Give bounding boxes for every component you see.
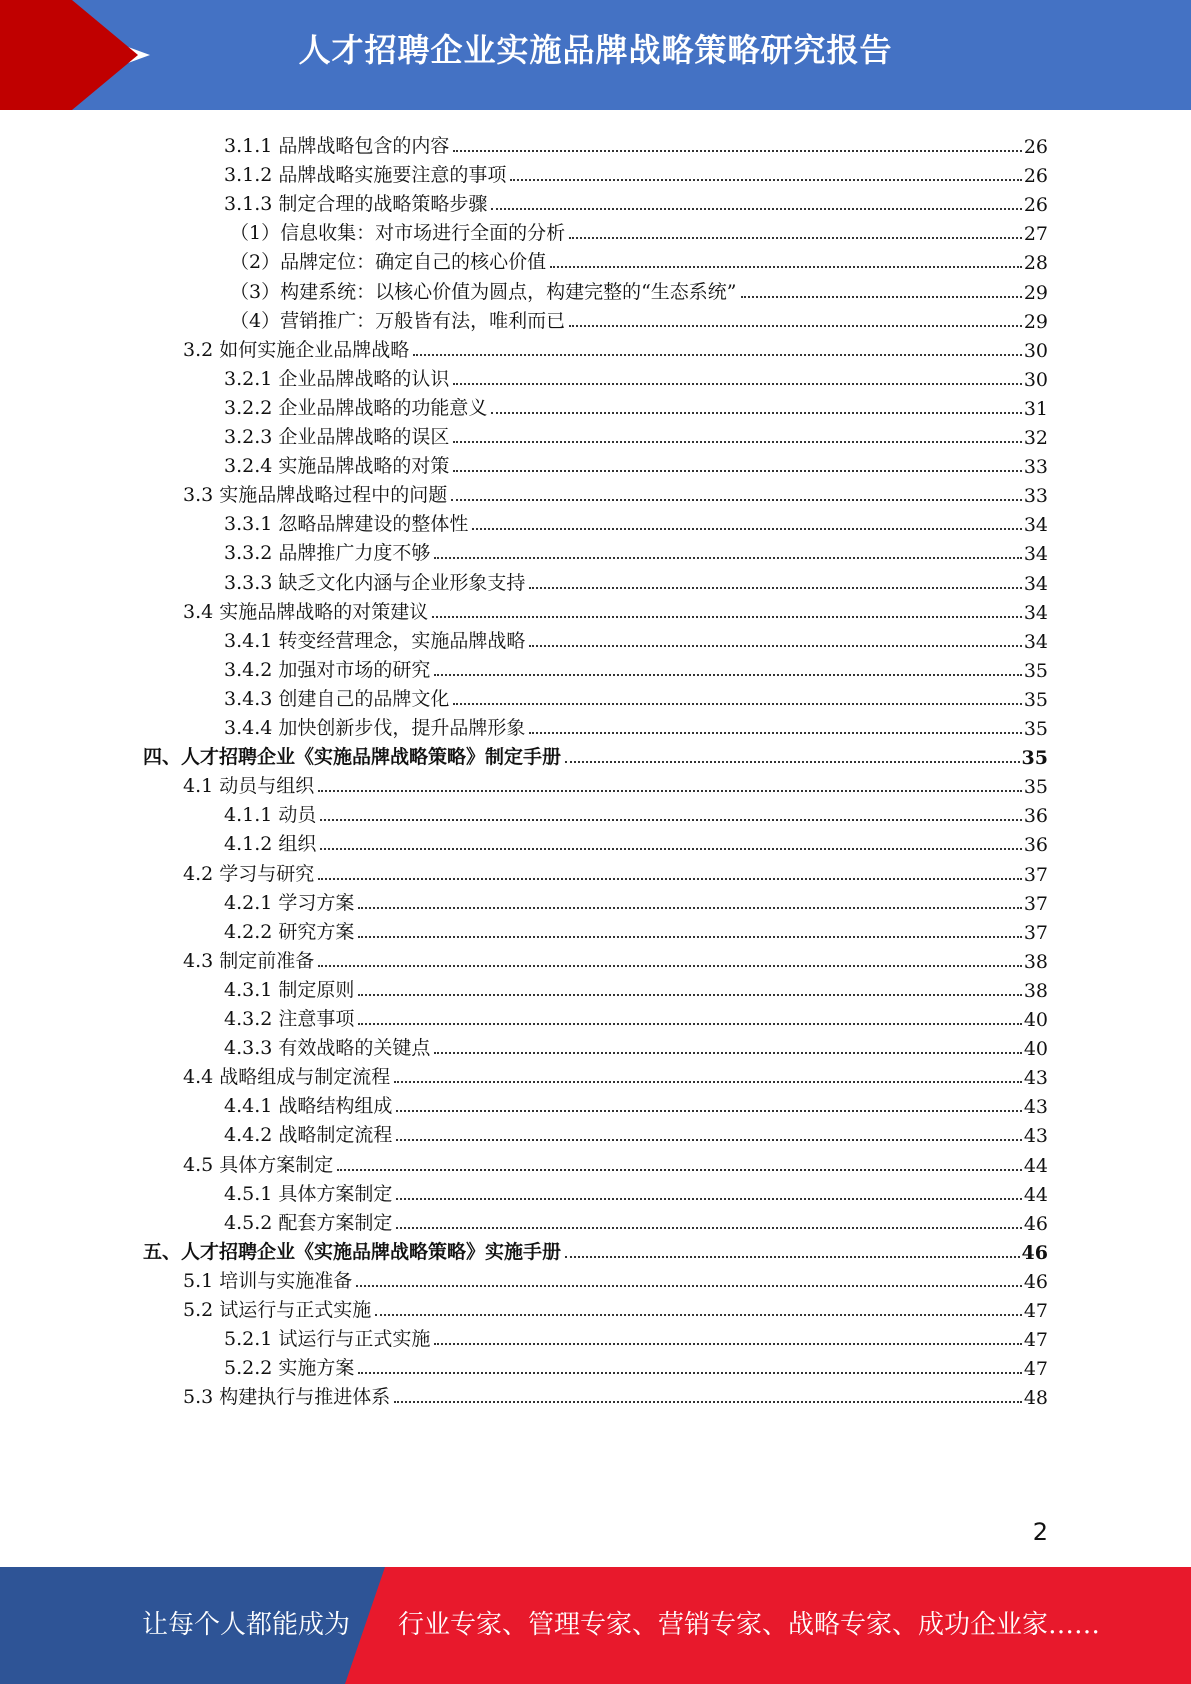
toc-entry-label: 4.5.2 配套方案制定 — [224, 1211, 393, 1234]
toc-entry[interactable] — [224, 389, 1048, 420]
toc-entry-label: （1）信息收集：对市场进行全面的分析 — [230, 222, 566, 245]
toc-entry-label: 3.4 实施品牌战略的对策建议 — [183, 600, 429, 623]
toc-dot-leader — [453, 470, 1021, 472]
toc-entry-label: 4.4.2 战略制定流程 — [224, 1124, 393, 1147]
toc-entry-label: 4.2 学习与研究 — [183, 862, 315, 885]
toc-entry-label: 3.2.3 企业品牌战略的误区 — [224, 426, 450, 448]
toc-entry-page: 26 — [1023, 136, 1048, 158]
toc-entry-page: 34 — [1023, 514, 1048, 537]
toc-entry-page: 40 — [1023, 1038, 1048, 1061]
toc-entry[interactable] — [224, 1000, 1048, 1031]
toc-dot-leader — [453, 703, 1021, 705]
toc-entry-page: 30 — [1023, 339, 1048, 362]
toc-entry-label: 5.2.2 实施方案 — [224, 1357, 355, 1380]
toc-entry[interactable] — [224, 1349, 1048, 1380]
toc-entry-label: 5.2.1 试运行与正式实施 — [224, 1328, 431, 1351]
toc-entry-page: 28 — [1023, 252, 1048, 275]
toc-dot-leader — [569, 237, 1022, 239]
toc-dot-leader — [394, 1401, 1022, 1403]
toc-dot-leader — [358, 1372, 1021, 1374]
toc-entry[interactable] — [224, 825, 1048, 856]
toc-dot-leader — [358, 907, 1021, 909]
toc-dot-leader — [565, 1256, 1020, 1258]
toc-dot-leader — [358, 936, 1021, 938]
toc-entry[interactable] — [224, 709, 1048, 740]
toc-entry-page: 46 — [1023, 1270, 1048, 1293]
page-number: 2 — [1032, 1518, 1048, 1546]
toc-entry[interactable] — [224, 1175, 1048, 1206]
toc-entry-label: 3.3.3 缺乏文化内涵与企业形象支持 — [224, 571, 526, 594]
toc-entry-page: 47 — [1023, 1358, 1048, 1381]
toc-entry[interactable] — [224, 971, 1048, 1002]
toc-dot-leader — [318, 878, 1022, 880]
toc-entry-page: 35 — [1021, 747, 1048, 770]
toc-entry-label: （2）品牌定位：确定自己的核心价值 — [230, 251, 547, 274]
toc-dot-leader — [434, 1343, 1021, 1345]
toc-dot-leader — [529, 645, 1021, 647]
toc-entry-page: 37 — [1023, 921, 1048, 944]
toc-entry-label: 4.2.1 学习方案 — [224, 891, 355, 914]
toc-entry[interactable] — [183, 593, 1048, 624]
toc-entry-page: 34 — [1023, 543, 1048, 566]
toc-entry-label: 4.5 具体方案制定 — [183, 1153, 334, 1176]
toc-dot-leader — [320, 848, 1021, 850]
toc-dot-leader — [356, 1285, 1022, 1287]
toc-dot-leader — [453, 150, 1021, 152]
toc-entry-page: 31 — [1023, 397, 1048, 420]
toc-entry-page: 29 — [1023, 310, 1048, 333]
toc-entry[interactable] — [224, 418, 1048, 449]
toc-entry-label: 五、人才招聘企业《实施品牌战略策略》实施手册 — [143, 1240, 562, 1263]
toc-dot-leader — [491, 208, 1021, 210]
toc-entry-label: 3.2.2 企业品牌战略的功能意义 — [224, 396, 488, 419]
toc-entry-page: 35 — [1023, 776, 1048, 799]
toc-entry-page: 47 — [1023, 1300, 1048, 1322]
toc-entry-page: 34 — [1023, 572, 1048, 595]
toc-entry-page: 33 — [1023, 485, 1048, 508]
toc-entry-label: 4.3.1 制定原则 — [224, 978, 355, 1001]
toc-entry-page: 33 — [1023, 456, 1048, 479]
toc-entry-label: 4.1.1 动员 — [224, 804, 317, 827]
toc-dot-leader — [569, 325, 1022, 327]
toc-dot-leader — [375, 1314, 1022, 1316]
toc-dot-leader — [413, 354, 1022, 356]
toc-entry[interactable] — [183, 1378, 1048, 1409]
toc-entry-page: 35 — [1023, 659, 1048, 682]
page-header — [0, 0, 1191, 110]
toc-entry-label: 4.3.2 注意事项 — [224, 1008, 355, 1030]
toc-entry-page: 44 — [1023, 1154, 1048, 1177]
toc-entry[interactable] — [224, 447, 1048, 478]
toc-dot-leader — [394, 1081, 1022, 1083]
toc-dot-leader — [510, 179, 1021, 181]
toc-entry-label: （3）构建系统：以核心价值为圆点，构建完整的“生态系统” — [230, 280, 737, 303]
toc-entry-page: 37 — [1023, 892, 1048, 915]
toc-entry-label: 4.3.3 有效战略的关键点 — [224, 1037, 431, 1060]
toc-entry[interactable] — [224, 651, 1048, 682]
toc-entry[interactable] — [224, 1087, 1048, 1118]
page-footer — [0, 1567, 1191, 1684]
toc-entry-page: 44 — [1023, 1183, 1048, 1206]
toc-entry[interactable] — [224, 884, 1048, 915]
toc-entry-label: 4.4 战略组成与制定流程 — [183, 1066, 391, 1089]
toc-entry[interactable] — [224, 622, 1048, 653]
toc-entry-page: 46 — [1021, 1241, 1048, 1264]
toc-entry-label: 4.1 动员与组织 — [183, 775, 315, 798]
toc-entry[interactable] — [224, 680, 1048, 711]
toc-entry-label: 5.3 构建执行与推进体系 — [183, 1386, 391, 1409]
toc-entry[interactable] — [224, 156, 1048, 187]
toc-entry[interactable] — [224, 127, 1048, 158]
toc-dot-leader — [396, 1227, 1021, 1229]
toc-entry-page: 29 — [1023, 281, 1048, 304]
toc-entry[interactable] — [183, 767, 1048, 798]
toc-entry[interactable] — [224, 1029, 1048, 1060]
toc-entry-label: 4.4.1 战略结构组成 — [224, 1095, 393, 1118]
toc-entry[interactable] — [224, 796, 1048, 827]
toc-entry[interactable] — [224, 360, 1048, 391]
toc-dot-leader — [741, 296, 1022, 298]
toc-entry[interactable] — [224, 1116, 1048, 1147]
toc-entry-label: 3.4.1 转变经营理念，实施品牌战略 — [224, 629, 526, 652]
toc-entry-page: 27 — [1023, 223, 1048, 246]
toc-entry-label: 3.1.1 品牌战略包含的内容 — [224, 135, 450, 157]
toc-entry-page: 37 — [1023, 863, 1048, 886]
toc-entry-page: 46 — [1023, 1212, 1048, 1235]
toc-entry-label: 5.2 试运行与正式实施 — [183, 1299, 372, 1321]
toc-dot-leader — [432, 616, 1022, 618]
toc-dot-leader — [320, 819, 1021, 821]
toc-entry-label: 3.3 实施品牌战略过程中的问题 — [183, 484, 448, 507]
toc-entry-label: 4.1.2 组织 — [224, 833, 317, 856]
toc-entry[interactable] — [183, 1262, 1048, 1293]
toc-entry-label: 4.5.1 具体方案制定 — [224, 1182, 393, 1205]
toc-entry[interactable] — [183, 1291, 1048, 1322]
toc-entry[interactable] — [230, 273, 1048, 304]
toc-dot-leader — [491, 412, 1021, 414]
toc-entry-page: 35 — [1023, 718, 1048, 740]
toc-entry[interactable] — [230, 302, 1048, 333]
toc-entry-page: 26 — [1023, 194, 1048, 217]
toc-entry[interactable] — [143, 738, 1048, 769]
toc-entry-label: 四、人才招聘企业《实施品牌战略策略》制定手册 — [143, 746, 562, 769]
toc-dot-leader — [472, 528, 1021, 530]
toc-dot-leader — [358, 1023, 1021, 1025]
toc-entry[interactable] — [224, 564, 1048, 595]
toc-entry-label: 3.2 如何实施企业品牌战略 — [183, 338, 410, 361]
toc-dot-leader — [434, 557, 1021, 559]
toc-entry-page: 38 — [1023, 950, 1048, 973]
toc-entry-page: 30 — [1023, 368, 1048, 391]
toc-entry-label: 3.4.3 创建自己的品牌文化 — [224, 687, 450, 710]
toc-entry[interactable] — [183, 1058, 1048, 1089]
toc-entry-page: 32 — [1023, 427, 1048, 449]
toc-entry[interactable] — [224, 185, 1048, 216]
toc-dot-leader — [529, 732, 1021, 734]
toc-dot-leader — [434, 674, 1021, 676]
toc-entry-page: 26 — [1023, 165, 1048, 188]
toc-entry-label: 3.4.2 加强对市场的研究 — [224, 658, 431, 681]
toc-entry[interactable] — [183, 331, 1048, 362]
toc-dot-leader — [396, 1198, 1021, 1200]
toc-entry-page: 43 — [1023, 1096, 1048, 1119]
toc-entry[interactable] — [230, 214, 1048, 245]
toc-entry-label: 5.1 培训与实施准备 — [183, 1269, 353, 1292]
toc-entry[interactable] — [224, 505, 1048, 536]
toc-entry[interactable] — [224, 1320, 1048, 1351]
toc-entry-label: 3.1.3 制定合理的战略策略步骤 — [224, 193, 488, 216]
toc-entry-label: （4）营销推广：万般皆有法，唯利而已 — [230, 309, 566, 332]
toc-dot-leader — [453, 383, 1021, 385]
toc-entry-page: 35 — [1023, 688, 1048, 711]
toc-entry-page: 47 — [1023, 1329, 1048, 1352]
toc-entry-page: 48 — [1023, 1387, 1048, 1410]
toc-dot-leader — [318, 790, 1022, 792]
toc-entry-page: 34 — [1023, 601, 1048, 624]
toc-entry-label: 4.3 制定前准备 — [183, 949, 315, 972]
toc-dot-leader — [451, 499, 1022, 501]
toc-dot-leader — [453, 441, 1021, 443]
toc-dot-leader — [565, 761, 1020, 763]
toc-entry-page: 40 — [1023, 1009, 1048, 1031]
toc-dot-leader — [550, 266, 1022, 268]
report-title: 人才招聘企业实施品牌战略策略研究报告 — [298, 31, 893, 69]
toc-entry[interactable] — [183, 855, 1048, 886]
toc-dot-leader — [396, 1139, 1021, 1141]
toc-dot-leader — [434, 1052, 1021, 1054]
toc-entry[interactable] — [230, 243, 1048, 274]
toc-dot-leader — [318, 965, 1022, 967]
toc-dot-leader — [337, 1169, 1022, 1171]
footer-slogan-right: 行业专家、管理专家、营销专家、战略专家、成功企业家…… — [398, 1610, 1101, 1640]
toc-dot-leader — [396, 1110, 1021, 1112]
toc-entry-label: 3.4.4 加快创新步伐，提升品牌形象 — [224, 717, 526, 739]
toc-entry[interactable] — [183, 942, 1048, 973]
toc-entry-page: 43 — [1023, 1067, 1048, 1090]
toc-entry-page: 38 — [1023, 979, 1048, 1002]
toc-entry[interactable] — [183, 476, 1048, 507]
toc-entry-label: 3.1.2 品牌战略实施要注意的事项 — [224, 164, 507, 187]
toc-entry-label: 3.3.2 品牌推广力度不够 — [224, 542, 431, 565]
toc-entry[interactable] — [224, 534, 1048, 565]
toc-entry[interactable] — [183, 1146, 1048, 1177]
toc-entry-page: 36 — [1023, 805, 1048, 828]
toc-entry[interactable] — [143, 1233, 1048, 1264]
toc-entry[interactable] — [224, 913, 1048, 944]
toc-dot-leader — [529, 587, 1021, 589]
toc-entry-label: 3.3.1 忽略品牌建设的整体性 — [224, 513, 469, 536]
toc-entry-label: 4.2.2 研究方案 — [224, 920, 355, 943]
toc-entry-page: 34 — [1023, 630, 1048, 653]
toc-dot-leader — [358, 994, 1021, 996]
toc-entry-label: 3.2.4 实施品牌战略的对策 — [224, 455, 450, 478]
toc-entry[interactable] — [224, 1204, 1048, 1235]
toc-entry-label: 3.2.1 企业品牌战略的认识 — [224, 367, 450, 390]
toc-entry-page: 43 — [1023, 1125, 1048, 1148]
toc-entry-page: 36 — [1023, 834, 1048, 857]
footer-slogan-left: 让每个人都能成为 — [142, 1610, 351, 1640]
